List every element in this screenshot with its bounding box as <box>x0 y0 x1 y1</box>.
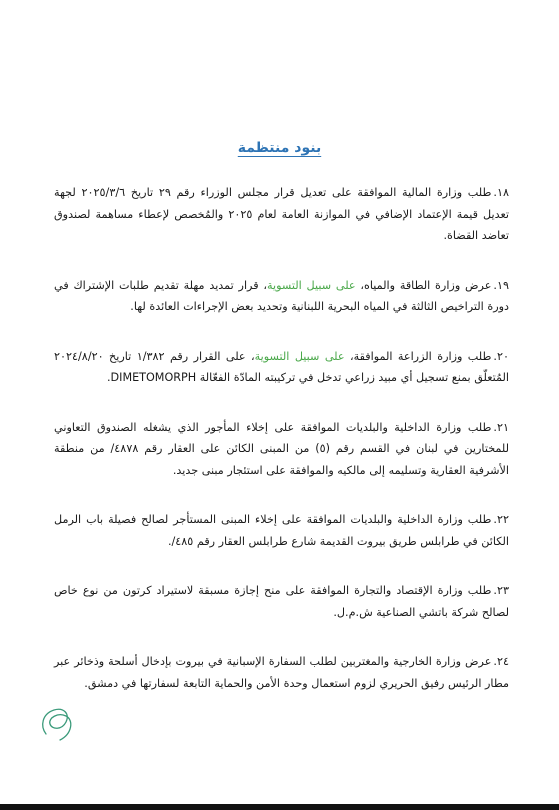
item-text: طلب وزارة المالية الموافقة على تعديل قرار مجلس الوزراء رقم ٢٩ تاريخ ٢٠٢٥/٣/٦ لجهة تعديل قيمة الإعتماد الإضافي في الموازنة العامة لعام ٢٠٢٥ والمُخصص لإعطاء مساهمة لصندوق تعاضد القضاة. <box>54 186 509 242</box>
item-number: ٢٠. <box>493 349 509 363</box>
footer-bar <box>0 804 559 810</box>
item-text: طلب وزارة الإقتصاد والتجارة الموافقة على منح إجازة مسبقة لاستيراد كرتون من نوع خاص لصالح شركة باتشي الصناعية ش.م.ل. <box>54 584 509 619</box>
item-text: عرض وزارة الطاقة والمياه، <box>355 278 492 292</box>
agenda-item-21 <box>54 417 509 482</box>
item-number: ١٨. <box>493 186 509 199</box>
agenda-item-19 <box>54 275 509 318</box>
item-text: ، على القرار رقم ١/٣٨٢ تاريخ ٢٠٢٤/٨/٢٠ المُتعلّق بمنع تسجيل أي مبيد زراعي تدخل في تركيبته المادّة الفعّالة DIMETOMORPH. <box>54 349 509 384</box>
item-text: طلب وزارة الداخلية والبلديات الموافقة على إخلاء المأجور الذي يشغله الصندوق التعاوني للمختارين في لبنان في القسم رقم (٥) من المبنى الكائن على العقار رقم ٤٨٧٨/ من منطقة الأشرفية العقارية وتسليمه إلى مالكيه والموافقة على استئجار مبنى جديد. <box>54 420 509 477</box>
agenda-item-22 <box>54 509 509 552</box>
item-number: ٢٣. <box>493 584 509 597</box>
agenda-item-18 <box>54 182 509 247</box>
agenda-item-20 <box>54 346 509 389</box>
item-text: عرض وزارة الخارجية والمغتربين لطلب السفارة الإسبانية في بيروت بإدخال أسلحة وذخائر عبر مطار الرئيس رفيق الحريري لزوم استعمال وحدة الأمن والحماية التابعة لسفارتها في دمشق. <box>54 655 509 690</box>
agenda-items <box>54 182 509 722</box>
item-number: ٢١. <box>493 420 509 434</box>
item-number: ١٩. <box>493 278 509 292</box>
agenda-item-24 <box>54 651 509 694</box>
section-heading: بنود منتظمة <box>237 140 322 156</box>
item-number: ٢٤. <box>493 655 509 668</box>
settlement-highlight: على سبيل التسوية <box>254 349 345 363</box>
agenda-item-23 <box>54 580 509 623</box>
item-text: طلب وزارة الداخلية والبلديات الموافقة على إخلاء المبنى المستأجر لصالح فصيلة باب الرمل الكائن في طرابلس طريق بيروت القديمة شارع طرابلس العقار رقم ٤٨٥/. <box>54 513 509 548</box>
settlement-highlight: على سبيل التسوية <box>266 278 356 292</box>
item-text: ، قرار تمديد مهلة تقديم طلبات الإشتراك في دورة التراخيص الثالثة في المياه البحرية اللبنانية وتحديد بعض الإجراءات العائدة لها. <box>54 278 509 313</box>
handwritten-signature <box>36 700 86 744</box>
item-text: طلب وزارة الزراعة الموافقة، <box>344 349 492 363</box>
item-number: ٢٢. <box>493 513 509 526</box>
